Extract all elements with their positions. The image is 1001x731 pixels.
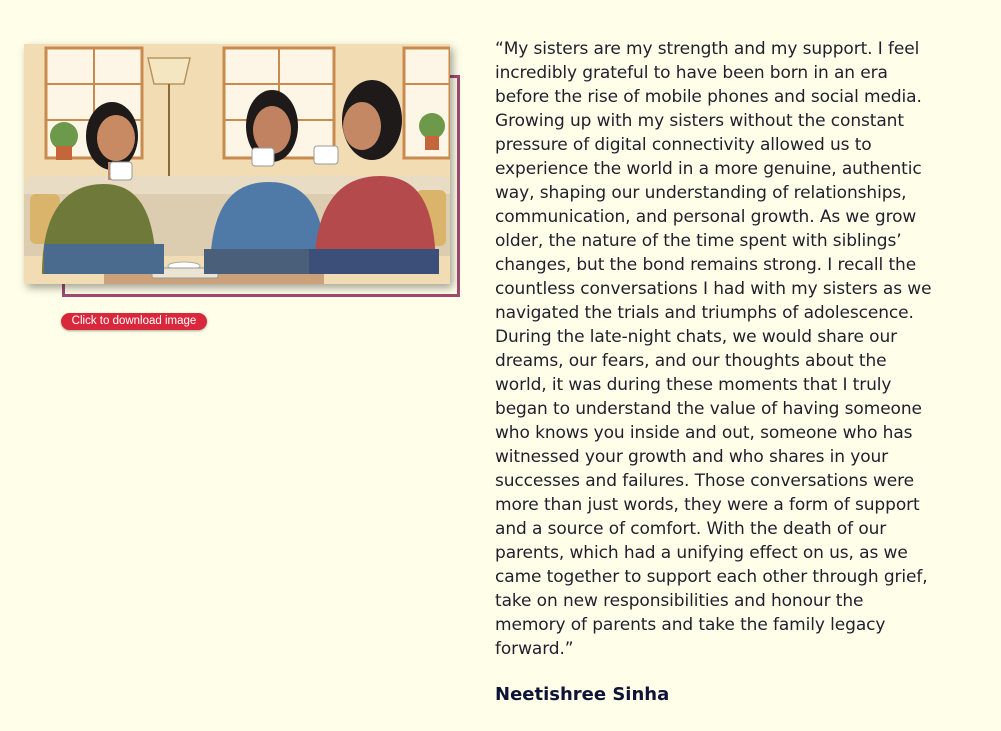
quote-line: memory of parents and take the family legacy bbox=[495, 615, 886, 635]
quote-line: world, it was during these moments that I truly bbox=[495, 375, 892, 395]
quote-line: and a source of comfort. With the death of our bbox=[495, 519, 887, 539]
quote-line: began to understand the value of having someone bbox=[495, 399, 922, 419]
quote-line: parents, which had a unifying effect on us, as we bbox=[495, 543, 908, 563]
quote-line: “My sisters are my strength and my support. I feel bbox=[495, 39, 920, 59]
illustration-graphic bbox=[24, 44, 450, 284]
quote-line: communication, and personal growth. As we grow bbox=[495, 207, 917, 227]
quote-line: before the rise of mobile phones and social media. bbox=[495, 87, 922, 107]
quote-line: older, the nature of the time spent with siblings’ bbox=[495, 231, 902, 251]
quote-line: countless conversations I had with my sisters as we bbox=[495, 279, 932, 299]
quote-line: witnessed your growth and who shares in your bbox=[495, 447, 889, 467]
quote-line: Growing up with my sisters without the constant bbox=[495, 111, 904, 131]
sisters-illustration bbox=[24, 44, 450, 284]
quote-line: incredibly grateful to have been born in an era bbox=[495, 63, 888, 83]
quote-line: dreams, our fears, and our thoughts about the bbox=[495, 351, 887, 371]
download-image-button[interactable]: Click to download image bbox=[61, 313, 207, 330]
quote-line: changes, but the bond remains strong. I recall the bbox=[495, 255, 917, 275]
quote-line: came together to support each other through grief, bbox=[495, 567, 928, 587]
quote-line: way, shaping our understanding of relationships, bbox=[495, 183, 907, 203]
testimonial-quote bbox=[495, 37, 995, 661]
quote-line: navigated the trials and triumphs of adolescence. bbox=[495, 303, 914, 323]
quote-line: pressure of digital connectivity allowed us to bbox=[495, 135, 872, 155]
quote-line: experience the world in a more genuine, authentic bbox=[495, 159, 922, 179]
quote-line: During the late-night chats, we would share our bbox=[495, 327, 898, 347]
quote-line: more than just words, they were a form of support bbox=[495, 495, 920, 515]
quote-line: forward.” bbox=[495, 639, 574, 659]
quote-line: successes and failures. Those conversations were bbox=[495, 471, 915, 491]
quote-line: who knows you inside and out, someone who has bbox=[495, 423, 913, 443]
author-name: Neetishree Sinha bbox=[495, 684, 670, 705]
quote-line: take on new responsibilities and honour the bbox=[495, 591, 864, 611]
